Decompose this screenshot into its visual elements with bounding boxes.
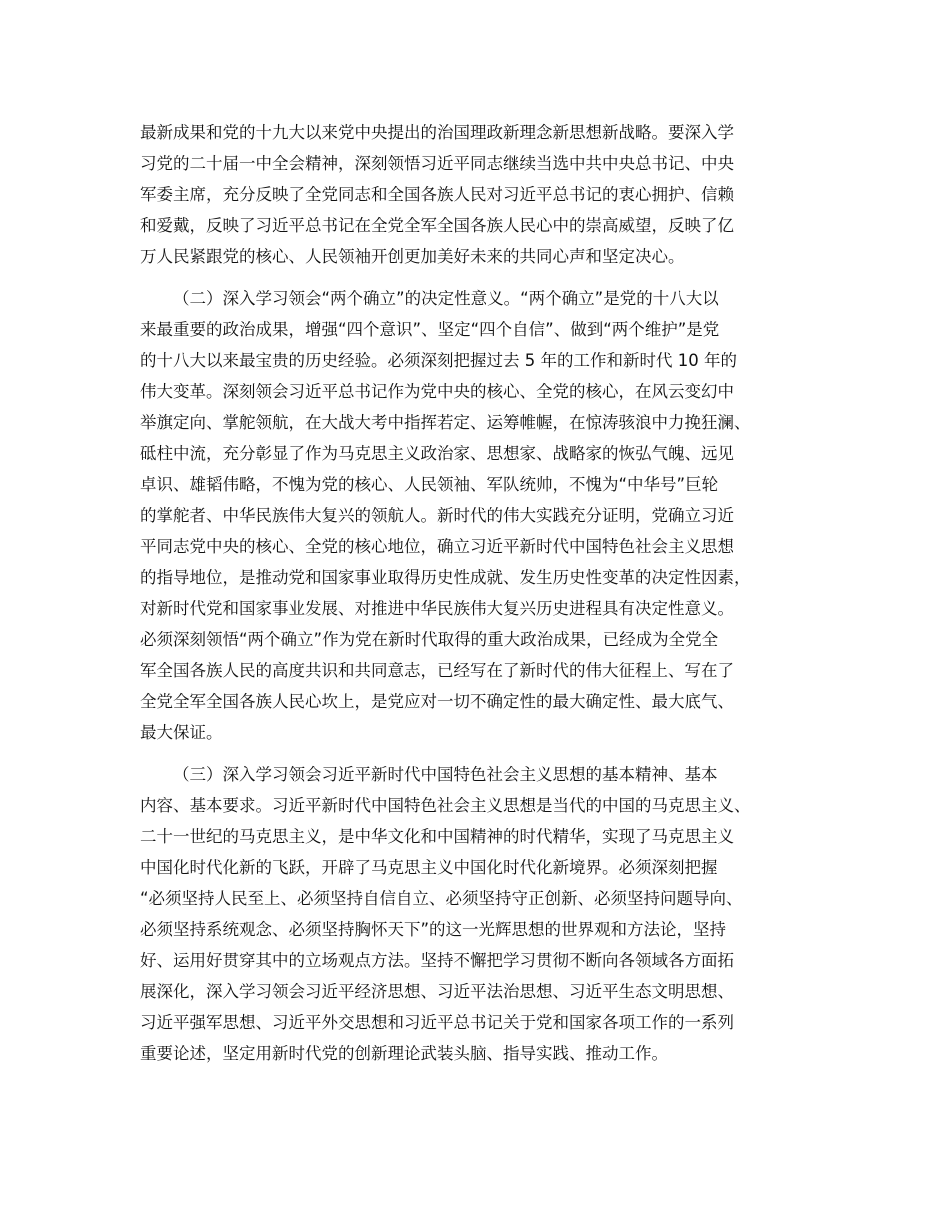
document-body <box>140 117 830 1069</box>
text-line: “必须坚持人民至上、必须坚持自信自立、必须坚持守正创新、必须坚持问题导向、 <box>140 889 743 908</box>
text-line: 军委主席，充分反映了全党同志和全国各族人民对习近平总书记的衷心拥护、信赖 <box>140 185 734 204</box>
text-line: 来最重要的政治成果，增强“四个意识”、坚定“四个自信”、做到“两个维护”是党 <box>140 320 720 339</box>
text-line: 习党的二十届一中全会精神，深刻领悟习近平同志继续当选中共中央总书记、中央 <box>140 154 734 173</box>
text-line: 展深化，深入学习领会习近平经济思想、习近平法治思想、习近平生态文明思想、 <box>140 982 734 1001</box>
paragraph-2 <box>140 283 830 748</box>
paragraph-spacer <box>140 748 830 759</box>
paragraph-spacer <box>140 272 830 283</box>
text-line: 最新成果和党的十九大以来党中央提出的治国理政新理念新思想新战略。要深入学 <box>140 123 734 142</box>
text-line: 必须坚持系统观念、必须坚持胸怀天下”的这一光辉思想的世界观和方法论，坚持 <box>140 920 727 939</box>
text-line: 对新时代党和国家事业发展、对推进中华民族伟大复兴历史进程具有决定性意义。 <box>140 599 734 618</box>
paragraph-1 <box>140 117 830 272</box>
text-line: 伟大变革。深刻领会习近平总书记作为党中央的核心、全党的核心，在风云变幻中 <box>140 382 734 401</box>
text-line: 卓识、雄韬伟略，不愧为党的核心、人民领袖、军队统帅，不愧为“中华号”巨轮 <box>140 475 719 494</box>
text-line: 军全国各族人民的高度共识和共同意志，已经写在了新时代的伟大征程上、写在了 <box>140 661 734 680</box>
text-line: 的掌舵者、中华民族伟大复兴的领航人。新时代的伟大实践充分证明，党确立习近 <box>140 506 734 525</box>
text-line: 内容、基本要求。习近平新时代中国特色社会主义思想是当代的中国的马克思主义、 <box>140 796 751 815</box>
paragraph-heading-line: （三）深入学习领会习近平新时代中国特色社会主义思想的基本精神、基本 <box>173 765 718 784</box>
text-line: 的十八大以来最宝贵的历史经验。必须深刻把握过去 5 年的工作和新时代 10 年的 <box>140 351 737 370</box>
text-line: 砥柱中流，充分彰显了作为马克思主义政治家、思想家、战略家的恢弘气魄、远见 <box>140 444 734 463</box>
text-line: 平同志党中央的核心、全党的核心地位，确立习近平新时代中国特色社会主义思想 <box>140 537 734 556</box>
text-line: 最大保证。 <box>140 723 223 742</box>
text-line: 二十一世纪的马克思主义，是中华文化和中国精神的时代精华，实现了马克思主义 <box>140 827 734 846</box>
paragraph-3 <box>140 759 830 1069</box>
text-line: 重要论述，坚定用新时代党的创新理论武装头脑、指导实践、推动工作。 <box>140 1044 668 1063</box>
text-line: 好、运用好贯穿其中的立场观点方法。坚持不懈把学习贯彻不断向各领域各方面拓 <box>140 951 734 970</box>
text-line: 全党全军全国各族人民心坎上，是党应对一切不确定性的最大确定性、最大底气、 <box>140 692 734 711</box>
text-line: 必须深刻领悟“两个确立”作为党在新时代取得的重大政治成果，已经成为全党全 <box>140 630 719 649</box>
text-line: 中国化时代化新的飞跃，开辟了马克思主义中国化时代化新境界。必须深刻把握 <box>140 858 718 877</box>
text-line: 的指导地位，是推动党和国家事业取得历史性成就、发生历史性变革的决定性因素， <box>140 568 751 587</box>
text-line: 习近平强军思想、习近平外交思想和习近平总书记关于党和国家各项工作的一系列 <box>140 1013 734 1032</box>
text-line: 和爱戴，反映了习近平总书记在全党全军全国各族人民心中的崇高威望，反映了亿 <box>140 216 734 235</box>
text-line: 举旗定向、掌舵领航，在大战大考中指挥若定、运筹帷幄，在惊涛骇浪中力挽狂澜、 <box>140 413 751 432</box>
text-line: 万人民紧跟党的核心、人民领袖开创更加美好未来的共同心声和坚定决心。 <box>140 247 685 266</box>
paragraph-heading-line: （二）深入学习领会“两个确立”的决定性意义。“两个确立”是党的十八大以 <box>173 289 719 308</box>
